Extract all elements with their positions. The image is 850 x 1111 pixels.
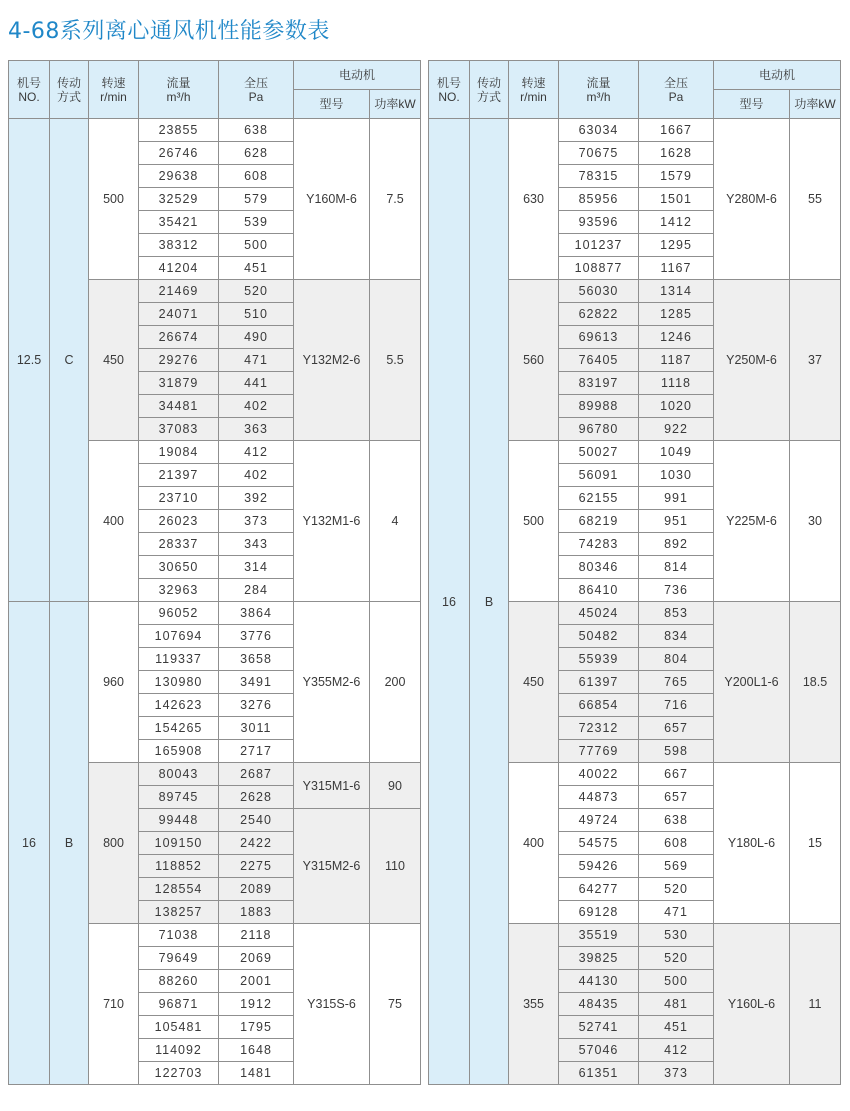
flow-cell: 61397	[559, 671, 639, 694]
flow-cell: 68219	[559, 510, 639, 533]
pressure-cell: 363	[219, 418, 294, 441]
flow-cell: 79649	[139, 947, 219, 970]
machine-no-cell: 12.5	[9, 119, 50, 602]
pressure-cell: 922	[639, 418, 714, 441]
pressure-cell: 284	[219, 579, 294, 602]
flow-cell: 54575	[559, 832, 639, 855]
motor-model-cell: Y280M-6	[714, 119, 790, 280]
motor-power-cell: 37	[790, 280, 841, 441]
motor-power-cell: 5.5	[370, 280, 421, 441]
speed-cell: 450	[89, 280, 139, 441]
flow-cell: 107694	[139, 625, 219, 648]
pressure-cell: 2089	[219, 878, 294, 901]
flow-cell: 35421	[139, 211, 219, 234]
pressure-cell: 500	[639, 970, 714, 993]
flow-cell: 96871	[139, 993, 219, 1016]
pressure-cell: 510	[219, 303, 294, 326]
pressure-cell: 451	[219, 257, 294, 280]
motor-model-cell: Y315S-6	[294, 924, 370, 1085]
pressure-cell: 530	[639, 924, 714, 947]
pressure-cell: 657	[639, 786, 714, 809]
flow-cell: 119337	[139, 648, 219, 671]
flow-cell: 59426	[559, 855, 639, 878]
flow-cell: 32963	[139, 579, 219, 602]
table-row	[429, 119, 841, 142]
pressure-cell: 814	[639, 556, 714, 579]
flow-cell: 71038	[139, 924, 219, 947]
flow-cell: 23710	[139, 487, 219, 510]
motor-model-cell: Y160M-6	[294, 119, 370, 280]
col-header-speed: 转速 r/min	[89, 61, 139, 119]
flow-cell: 72312	[559, 717, 639, 740]
speed-cell: 400	[89, 441, 139, 602]
pressure-cell: 343	[219, 533, 294, 556]
pressure-cell: 520	[639, 878, 714, 901]
pressure-cell: 520	[219, 280, 294, 303]
flow-cell: 142623	[139, 694, 219, 717]
col-header-motor: 电动机	[714, 61, 841, 90]
flow-cell: 114092	[139, 1039, 219, 1062]
pressure-cell: 1667	[639, 119, 714, 142]
pressure-cell: 1030	[639, 464, 714, 487]
motor-model-cell: Y180L-6	[714, 763, 790, 924]
pressure-cell: 373	[219, 510, 294, 533]
flow-cell: 165908	[139, 740, 219, 763]
pressure-cell: 490	[219, 326, 294, 349]
pressure-cell: 1795	[219, 1016, 294, 1039]
pressure-cell: 1648	[219, 1039, 294, 1062]
pressure-cell: 402	[219, 464, 294, 487]
motor-power-cell: 90	[370, 763, 421, 809]
flow-cell: 69128	[559, 901, 639, 924]
flow-cell: 76405	[559, 349, 639, 372]
flow-cell: 80043	[139, 763, 219, 786]
flow-cell: 49724	[559, 809, 639, 832]
flow-cell: 26746	[139, 142, 219, 165]
pressure-cell: 2069	[219, 947, 294, 970]
machine-no-cell: 16	[429, 119, 470, 1085]
col-header-model: 型号	[714, 90, 790, 119]
pressure-cell: 3776	[219, 625, 294, 648]
flow-cell: 28337	[139, 533, 219, 556]
pressure-cell: 608	[219, 165, 294, 188]
col-header-power: 功率kW	[370, 90, 421, 119]
col-header-drive: 传动 方式	[470, 61, 509, 119]
flow-cell: 21469	[139, 280, 219, 303]
pressure-cell: 1883	[219, 901, 294, 924]
flow-cell: 70675	[559, 142, 639, 165]
motor-power-cell: 4	[370, 441, 421, 602]
pressure-cell: 3491	[219, 671, 294, 694]
pressure-cell: 2687	[219, 763, 294, 786]
flow-cell: 99448	[139, 809, 219, 832]
flow-cell: 62822	[559, 303, 639, 326]
pressure-cell: 1167	[639, 257, 714, 280]
flow-cell: 40022	[559, 763, 639, 786]
pressure-cell: 441	[219, 372, 294, 395]
flow-cell: 109150	[139, 832, 219, 855]
motor-power-cell: 15	[790, 763, 841, 924]
motor-model-cell: Y315M2-6	[294, 809, 370, 924]
flow-cell: 78315	[559, 165, 639, 188]
pressure-cell: 716	[639, 694, 714, 717]
pressure-cell: 373	[639, 1062, 714, 1085]
motor-power-cell: 7.5	[370, 119, 421, 280]
pressure-cell: 569	[639, 855, 714, 878]
pressure-cell: 638	[639, 809, 714, 832]
pressure-cell: 402	[219, 395, 294, 418]
pressure-cell: 1412	[639, 211, 714, 234]
pressure-cell: 1912	[219, 993, 294, 1016]
speed-cell: 560	[509, 280, 559, 441]
pressure-cell: 1314	[639, 280, 714, 303]
pressure-cell: 608	[639, 832, 714, 855]
pressure-cell: 598	[639, 740, 714, 763]
pressure-cell: 3276	[219, 694, 294, 717]
motor-model-cell: Y315M1-6	[294, 763, 370, 809]
motor-model-cell: Y225M-6	[714, 441, 790, 602]
pressure-cell: 579	[219, 188, 294, 211]
motor-model-cell: Y355M2-6	[294, 602, 370, 763]
flow-cell: 44130	[559, 970, 639, 993]
motor-power-cell: 18.5	[790, 602, 841, 763]
motor-model-cell: Y200L1-6	[714, 602, 790, 763]
pressure-cell: 1579	[639, 165, 714, 188]
pressure-cell: 657	[639, 717, 714, 740]
performance-table-right	[428, 60, 841, 1085]
flow-cell: 24071	[139, 303, 219, 326]
pressure-cell: 1118	[639, 372, 714, 395]
pressure-cell: 2628	[219, 786, 294, 809]
pressure-cell: 392	[219, 487, 294, 510]
pressure-cell: 471	[219, 349, 294, 372]
pressure-cell: 1628	[639, 142, 714, 165]
speed-cell: 800	[89, 763, 139, 924]
pressure-cell: 481	[639, 993, 714, 1016]
flow-cell: 122703	[139, 1062, 219, 1085]
col-header-pressure: 全压 Pa	[639, 61, 714, 119]
flow-cell: 80346	[559, 556, 639, 579]
pressure-cell: 853	[639, 602, 714, 625]
pressure-cell: 1187	[639, 349, 714, 372]
flow-cell: 19084	[139, 441, 219, 464]
pressure-cell: 3011	[219, 717, 294, 740]
speed-cell: 710	[89, 924, 139, 1085]
pressure-cell: 667	[639, 763, 714, 786]
col-header-pressure: 全压 Pa	[219, 61, 294, 119]
flow-cell: 55939	[559, 648, 639, 671]
speed-cell: 355	[509, 924, 559, 1085]
pressure-cell: 1501	[639, 188, 714, 211]
flow-cell: 38312	[139, 234, 219, 257]
machine-no-cell: 16	[9, 602, 50, 1085]
drive-mode-cell: B	[50, 602, 89, 1085]
flow-cell: 21397	[139, 464, 219, 487]
pressure-cell: 3864	[219, 602, 294, 625]
pressure-cell: 500	[219, 234, 294, 257]
performance-table-left	[8, 60, 421, 1085]
pressure-cell: 951	[639, 510, 714, 533]
col-header-no: 机号 NO.	[9, 61, 50, 119]
pressure-cell: 412	[219, 441, 294, 464]
pressure-cell: 1285	[639, 303, 714, 326]
flow-cell: 26023	[139, 510, 219, 533]
flow-cell: 45024	[559, 602, 639, 625]
motor-model-cell: Y132M1-6	[294, 441, 370, 602]
drive-mode-cell: C	[50, 119, 89, 602]
pressure-cell: 2422	[219, 832, 294, 855]
pressure-cell: 2540	[219, 809, 294, 832]
pressure-cell: 2275	[219, 855, 294, 878]
flow-cell: 88260	[139, 970, 219, 993]
flow-cell: 69613	[559, 326, 639, 349]
flow-cell: 29276	[139, 349, 219, 372]
motor-power-cell: 75	[370, 924, 421, 1085]
pressure-cell: 2717	[219, 740, 294, 763]
speed-cell: 450	[509, 602, 559, 763]
flow-cell: 93596	[559, 211, 639, 234]
flow-cell: 44873	[559, 786, 639, 809]
col-header-power: 功率kW	[790, 90, 841, 119]
flow-cell: 50482	[559, 625, 639, 648]
page-title: 4-68系列离心通风机性能参数表	[8, 19, 330, 44]
flow-cell: 74283	[559, 533, 639, 556]
flow-cell: 89988	[559, 395, 639, 418]
pressure-cell: 539	[219, 211, 294, 234]
flow-cell: 64277	[559, 878, 639, 901]
pressure-cell: 1246	[639, 326, 714, 349]
motor-power-cell: 110	[370, 809, 421, 924]
col-header-speed: 转速 r/min	[509, 61, 559, 119]
motor-model-cell: Y160L-6	[714, 924, 790, 1085]
flow-cell: 62155	[559, 487, 639, 510]
motor-power-cell: 55	[790, 119, 841, 280]
pressure-cell: 451	[639, 1016, 714, 1039]
flow-cell: 61351	[559, 1062, 639, 1085]
flow-cell: 105481	[139, 1016, 219, 1039]
table-row	[9, 602, 421, 625]
speed-cell: 630	[509, 119, 559, 280]
col-header-model: 型号	[294, 90, 370, 119]
pressure-cell: 628	[219, 142, 294, 165]
flow-cell: 52741	[559, 1016, 639, 1039]
table-row	[9, 119, 421, 142]
motor-model-cell: Y250M-6	[714, 280, 790, 441]
pressure-cell: 471	[639, 901, 714, 924]
flow-cell: 39825	[559, 947, 639, 970]
pressure-cell: 804	[639, 648, 714, 671]
pressure-cell: 2001	[219, 970, 294, 993]
speed-cell: 500	[89, 119, 139, 280]
flow-cell: 56091	[559, 464, 639, 487]
flow-cell: 118852	[139, 855, 219, 878]
pressure-cell: 520	[639, 947, 714, 970]
flow-cell: 50027	[559, 441, 639, 464]
flow-cell: 108877	[559, 257, 639, 280]
flow-cell: 89745	[139, 786, 219, 809]
flow-cell: 57046	[559, 1039, 639, 1062]
flow-cell: 35519	[559, 924, 639, 947]
pressure-cell: 1049	[639, 441, 714, 464]
motor-power-cell: 11	[790, 924, 841, 1085]
col-header-flow: 流量 m³/h	[559, 61, 639, 119]
flow-cell: 63034	[559, 119, 639, 142]
flow-cell: 101237	[559, 234, 639, 257]
pressure-cell: 1481	[219, 1062, 294, 1085]
flow-cell: 26674	[139, 326, 219, 349]
flow-cell: 34481	[139, 395, 219, 418]
flow-cell: 66854	[559, 694, 639, 717]
pressure-cell: 314	[219, 556, 294, 579]
flow-cell: 56030	[559, 280, 639, 303]
motor-power-cell: 200	[370, 602, 421, 763]
motor-power-cell: 30	[790, 441, 841, 602]
drive-mode-cell: B	[470, 119, 509, 1085]
flow-cell: 48435	[559, 993, 639, 1016]
flow-cell: 31879	[139, 372, 219, 395]
flow-cell: 83197	[559, 372, 639, 395]
flow-cell: 85956	[559, 188, 639, 211]
flow-cell: 138257	[139, 901, 219, 924]
speed-cell: 400	[509, 763, 559, 924]
motor-model-cell: Y132M2-6	[294, 280, 370, 441]
flow-cell: 23855	[139, 119, 219, 142]
flow-cell: 77769	[559, 740, 639, 763]
col-header-drive: 传动 方式	[50, 61, 89, 119]
col-header-flow: 流量 m³/h	[139, 61, 219, 119]
pressure-cell: 638	[219, 119, 294, 142]
pressure-cell: 1020	[639, 395, 714, 418]
col-header-motor: 电动机	[294, 61, 421, 90]
pressure-cell: 834	[639, 625, 714, 648]
flow-cell: 37083	[139, 418, 219, 441]
pressure-cell: 736	[639, 579, 714, 602]
pressure-cell: 765	[639, 671, 714, 694]
pressure-cell: 412	[639, 1039, 714, 1062]
speed-cell: 500	[509, 441, 559, 602]
flow-cell: 30650	[139, 556, 219, 579]
flow-cell: 154265	[139, 717, 219, 740]
flow-cell: 32529	[139, 188, 219, 211]
flow-cell: 86410	[559, 579, 639, 602]
pressure-cell: 991	[639, 487, 714, 510]
flow-cell: 96052	[139, 602, 219, 625]
flow-cell: 130980	[139, 671, 219, 694]
flow-cell: 29638	[139, 165, 219, 188]
speed-cell: 960	[89, 602, 139, 763]
pressure-cell: 1295	[639, 234, 714, 257]
col-header-no: 机号 NO.	[429, 61, 470, 119]
pressure-cell: 3658	[219, 648, 294, 671]
flow-cell: 96780	[559, 418, 639, 441]
pressure-cell: 892	[639, 533, 714, 556]
pressure-cell: 2118	[219, 924, 294, 947]
flow-cell: 41204	[139, 257, 219, 280]
flow-cell: 128554	[139, 878, 219, 901]
